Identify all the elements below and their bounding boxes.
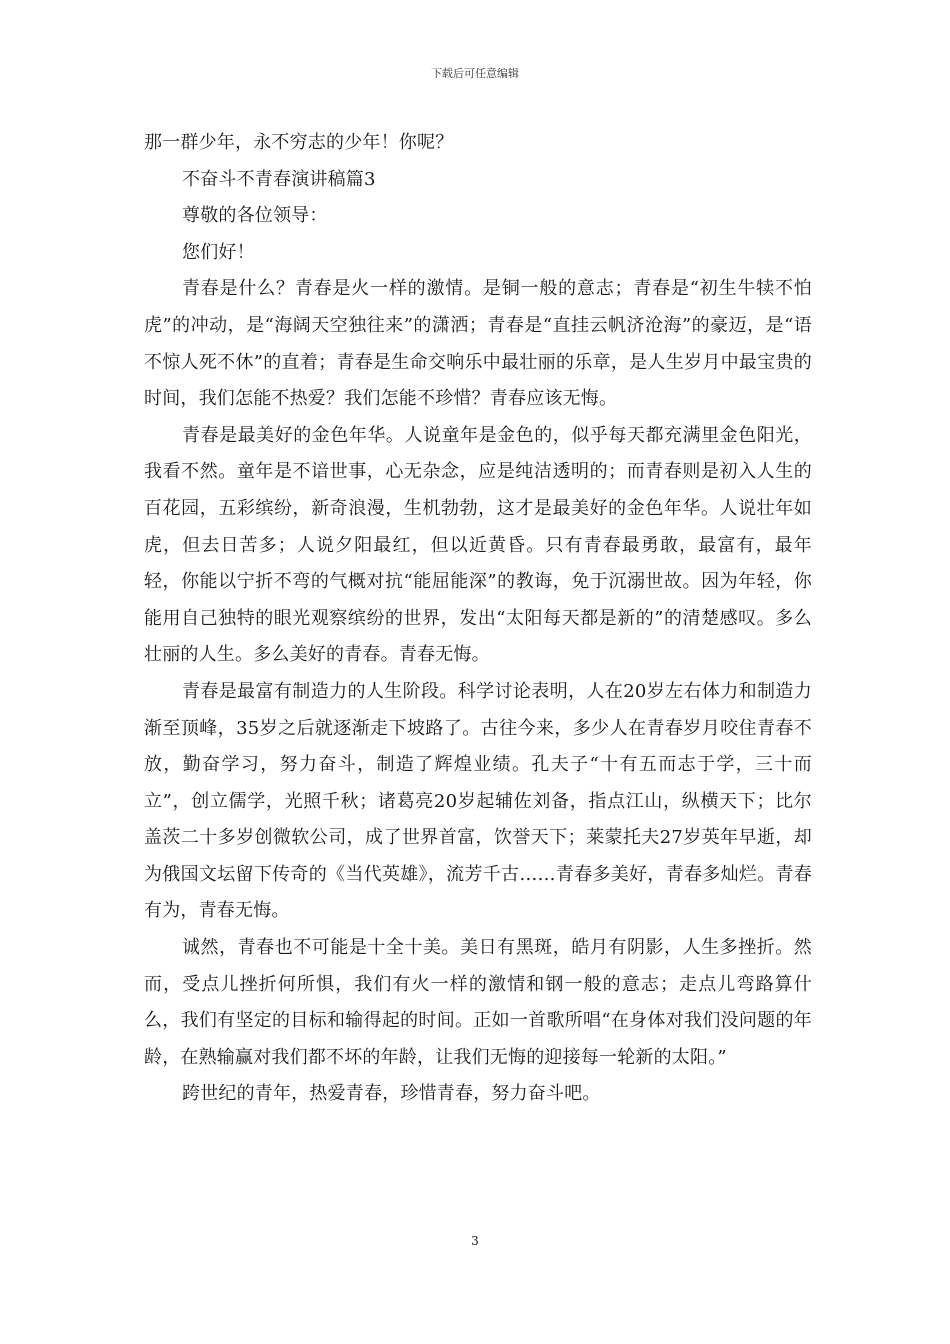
speech-title: 不奋斗不青春演讲稿篇3 [182, 168, 376, 190]
page-header: 下载后可任意编辑 [431, 67, 519, 80]
paragraph: 诚然，青春也不可能是十全十美。美日有黑斑，皓月有阴影，人生多挫折。然而，受点儿挫折何所惧，我们有火一样的激情和钢一般的意志；走点儿弯路算什么，我们有坚定的目标和输得起的时间。正如一首歌所唱“在身体对我们没问题的年龄，在熟输赢对我们都不坏的年龄，让我们无悔的迎接每一轮新的太阳。” [144, 937, 812, 1068]
document-body [144, 125, 812, 1113]
paragraph: 青春是最美好的金色年华。人说童年是金色的，似乎每天都充满里金色阳光，我看不然。童年是不谙世事，心无杂念，应是纯洁透明的；而青春则是初入人生的百花园，五彩缤纷，新奇浪漫，生机勃勃，这才是最美好的金色年华。人说壮年如虎，但去日苦多；人说夕阳最红，但以近黄昏。只有青春最勇敢，最富有，最年轻，你能以宁折不弯的气概对抗“能屈能深”的教诲，免于沉溺世故。因为年轻，你能用自己独特的眼光观察缤纷的世界，发出“太阳每天都是新的”的清楚感叹。多么壮丽的人生。多么美好的青春。青春无悔。 [144, 424, 812, 666]
paragraph: 青春是最富有制造力的人生阶段。科学讨论表明，人在20岁左右体力和制造力渐至顶峰，35岁之后就逐渐走下坡路了。古往今来，多少人在青春岁月咬住青春不放，勤奋学习，努力奋斗，制造了辉煌业绩。孔夫子“十有五而志于学，三十而立”，创立儒学，光照千秋；诸葛亮20岁起辅佐刘备，指点江山，纵横天下；比尔盖茨二十多岁创微软公司，成了世界首富，饮誉天下；莱蒙托夫27岁英年早逝，却为俄国文坛留下传奇的《当代英雄》，流芳千古……青春多美好，青春多灿烂。青春有为，青春无悔。 [144, 680, 812, 922]
salutation: 尊敬的各位领导： [182, 205, 328, 227]
page-number: 3 [471, 1234, 479, 1248]
paragraph: 那一群少年，永不穷志的少年！你呢？ [144, 132, 454, 153]
greeting: 您们好！ [182, 241, 255, 263]
paragraph: 青春是什么？青春是火一样的激情。是铜一般的意志；青春是“初生牛犊不怕虎”的冲动，是“海阔天空独往来”的潇洒；青春是“直挂云帆济沧海”的豪迈，是“语不惊人死不休”的直着；青春是生命交响乐中最壮丽的乐章，是人生岁月中最宝贵的时间，我们怎能不热爱？我们怎能不珍惜？青春应该无悔。 [144, 278, 812, 410]
closing-paragraph: 跨世纪的青年，热爱青春，珍惜青春，努力奋斗吧。 [182, 1083, 601, 1105]
